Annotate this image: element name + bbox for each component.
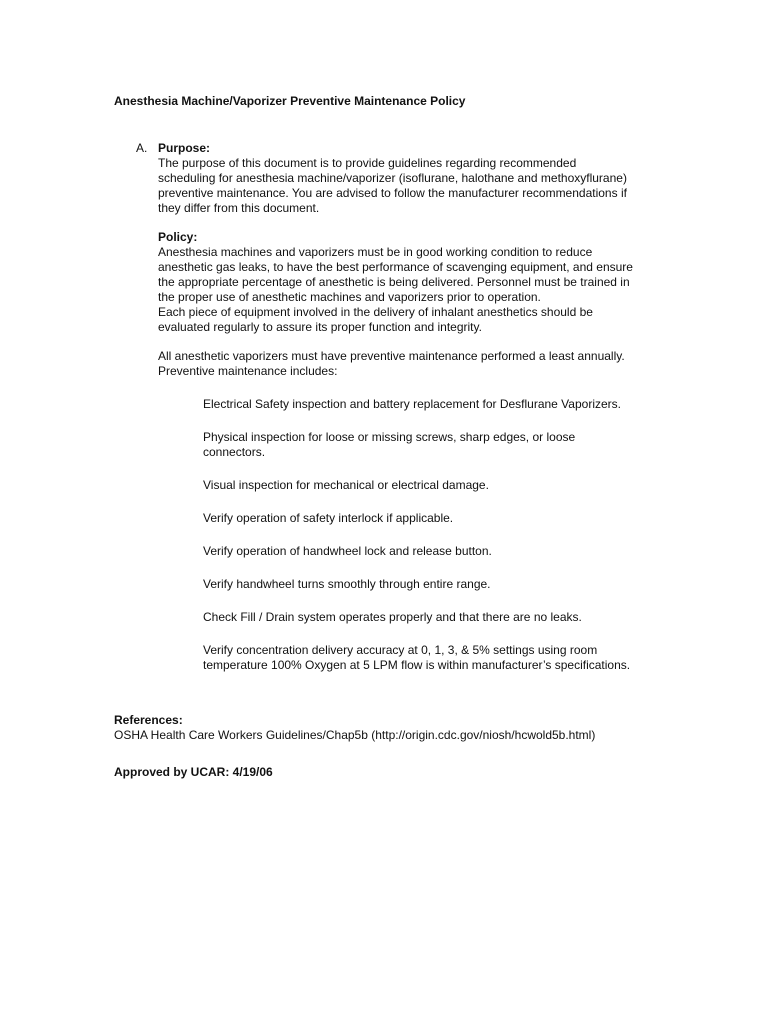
maintenance-item-line: Check Fill / Drain system operates properly and that there are no leaks. [203,610,582,624]
spacer [158,335,658,349]
maintenance-intro-line: Preventive maintenance includes: [158,364,338,378]
maintenance-item [203,397,673,412]
maintenance-item-line: connectors. [203,445,266,459]
maintenance-item [203,478,673,493]
maintenance-item [203,577,673,592]
maintenance-item [203,610,673,625]
policy-line: anesthetic gas leaks, to have the best performance of scavenging equipment, and ensure [158,260,633,274]
maintenance-item-line: Verify handwheel turns smoothly through entire range. [203,577,491,591]
policy-line: the appropriate percentage of anesthetic is being delivered. Personnel must be trained in [158,275,630,289]
references-text: OSHA Health Care Workers Guidelines/Chap5b (http://origin.cdc.gov/niosh/hcwold5b.html) [114,728,596,742]
maintenance-item [203,544,673,559]
maintenance-intro-line: All anesthetic vaporizers must have preventive maintenance performed a least annually. [158,349,625,363]
purpose-line: preventive maintenance. You are advised to follow the manufacturer recommendations if [158,186,627,200]
policy-line: the proper use of anesthetic machines and vaporizers prior to operation. [158,290,541,304]
references-heading: References: [114,713,183,727]
policy-line: Anesthesia machines and vaporizers must be in good working condition to reduce [158,245,593,259]
maintenance-item-line: Physical inspection for loose or missing screws, sharp edges, or loose [203,430,576,444]
maintenance-item-line: temperature 100% Oxygen at 5 LPM flow is within manufacturer’s specifications. [203,658,631,672]
maintenance-item [203,511,673,526]
maintenance-item-line: Verify operation of handwheel lock and release button. [203,544,492,558]
section-a-content [158,141,658,379]
approval-line: Approved by UCAR: 4/19/06 [114,765,273,779]
document-title: Anesthesia Machine/Vaporizer Preventive Maintenance Policy [114,94,466,108]
maintenance-list [203,397,673,691]
purpose-line: they differ from this document. [158,201,320,215]
purpose-line: The purpose of this document is to provide guidelines regarding recommended [158,156,577,170]
references-section [114,713,714,743]
purpose-heading: Purpose: [158,141,211,155]
section-a-marker: A. [136,141,148,155]
maintenance-item-line: Verify operation of safety interlock if applicable. [203,511,454,525]
maintenance-item [203,643,673,673]
maintenance-item-line: Verify concentration delivery accuracy at 0, 1, 3, & 5% settings using room [203,643,598,657]
policy-line: Each piece of equipment involved in the delivery of inhalant anesthetics should be [158,305,593,319]
maintenance-item [203,430,673,460]
spacer [158,216,658,230]
maintenance-item-line: Visual inspection for mechanical or electrical damage. [203,478,489,492]
maintenance-item-line: Electrical Safety inspection and battery replacement for Desflurane Vaporizers. [203,397,621,411]
purpose-line: scheduling for anesthesia machine/vaporizer (isoflurane, halothane and methoxyflurane) [158,171,627,185]
policy-line: evaluated regularly to assure its proper function and integrity. [158,320,482,334]
policy-heading: Policy: [158,230,198,244]
